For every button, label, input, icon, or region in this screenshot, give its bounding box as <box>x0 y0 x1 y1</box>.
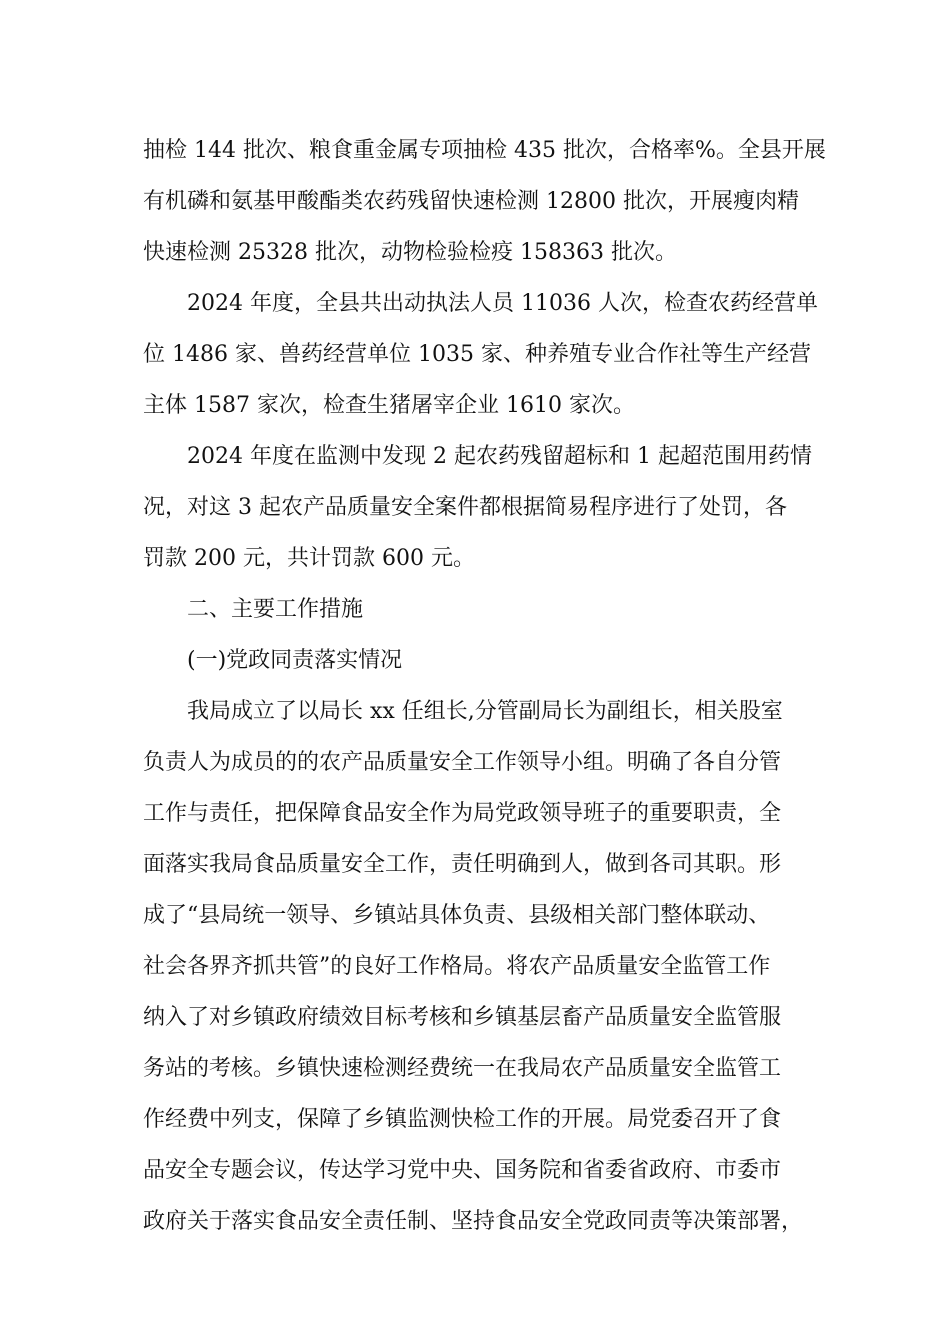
paragraph-line: 负责人为成员的的农产品质量安全工作领导小组。明确了各自分管 <box>143 750 782 775</box>
paragraph-line: 位 1486 家、兽药经营单位 1035 家、种养殖专业合作社等生产经营 <box>143 342 811 367</box>
paragraph-line: 快速检测 25328 批次，动物检验检疫 158363 批次。 <box>143 240 677 265</box>
document-body <box>143 131 826 1253</box>
paragraph-line: 作经费中列支，保障了乡镇监测快检工作的开展。局党委召开了食 <box>143 1107 782 1132</box>
paragraph-line: 品安全专题会议，传达学习党中央、国务院和省委省政府、市委市 <box>143 1158 782 1183</box>
paragraph-line: 面落实我局食品质量安全工作，责任明确到人，做到各司其职。形 <box>143 852 782 877</box>
paragraph-line: 抽检 144 批次、粮食重金属专项抽检 435 批次，合格率%。全县开展 <box>143 138 826 163</box>
paragraph-line: 纳入了对乡镇政府绩效目标考核和乡镇基层畜产品质量安全监管服 <box>143 1005 782 1030</box>
paragraph-line: 主体 1587 家次，检查生猪屠宰企业 1610 家次。 <box>143 393 635 418</box>
paragraph-line: 我局成立了以局长 xx 任组长,分管副局长为副组长，相关股室 <box>187 699 783 724</box>
paragraph-line: 成了“县局统一领导、乡镇站具体负责、县级相关部门整体联动、 <box>143 903 771 928</box>
paragraph-line: 工作与责任，把保障食品安全作为局党政领导班子的重要职责，全 <box>143 801 782 826</box>
paragraph-line: 社会各界齐抓共管”的良好工作格局。将农产品质量安全监管工作 <box>143 954 771 979</box>
paragraph-line: 2024 年度在监测中发现 2 起农药残留超标和 1 起超范围用药情 <box>187 444 812 469</box>
paragraph-line: 政府关于落实食品安全责任制、坚持食品安全党政同责等决策部署， <box>143 1209 804 1234</box>
paragraph-line: 有机磷和氨基甲酸酯类农药残留快速检测 12800 批次，开展瘦肉精 <box>143 189 799 214</box>
paragraph-line: 务站的考核。乡镇快速检测经费统一在我局农产品质量安全监管工 <box>143 1056 782 1081</box>
section-heading: 二、主要工作措施 <box>187 597 364 622</box>
subsection-heading: (一)党政同责落实情况 <box>187 648 403 673</box>
paragraph-line: 罚款 200 元，共计罚款 600 元。 <box>143 546 475 571</box>
paragraph-line: 况，对这 3 起农产品质量安全案件都根据简易程序进行了处罚，各 <box>143 495 787 520</box>
paragraph-line: 2024 年度，全县共出动执法人员 11036 人次，检查农药经营单 <box>187 291 818 316</box>
